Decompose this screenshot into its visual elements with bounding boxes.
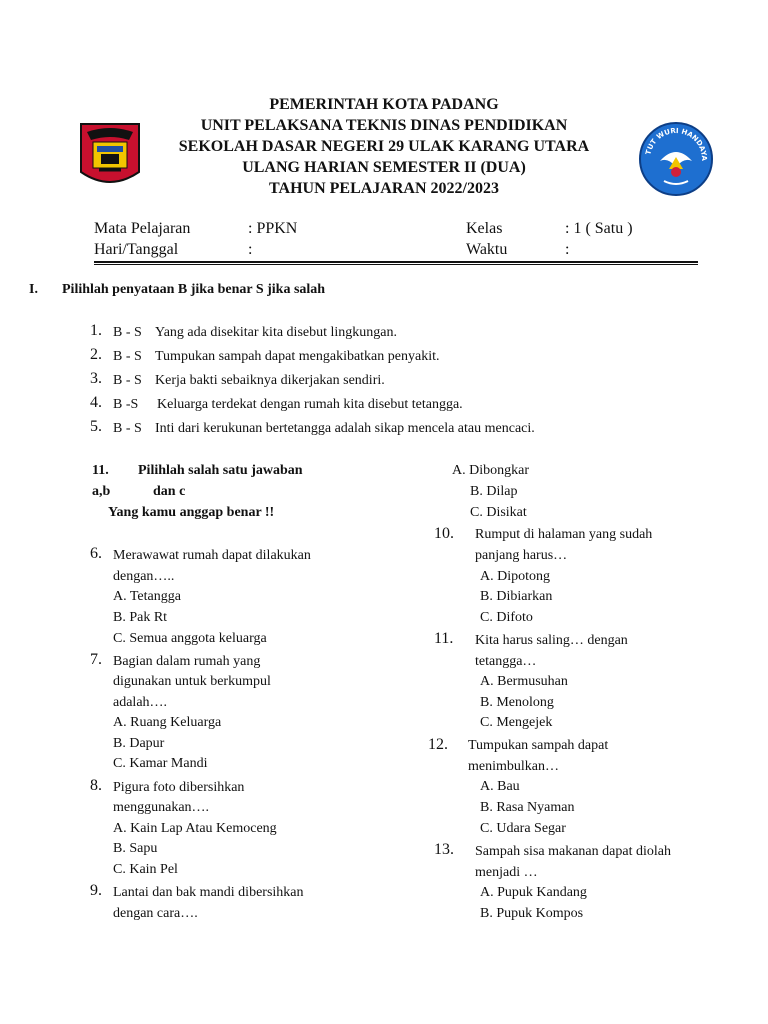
answer-option[interactable]: B. Pak Rt [113,610,168,625]
answer-option[interactable]: A. Bermusuhan [480,674,568,689]
question-number: 8. [90,777,102,794]
statement-text: Keluarga terdekat dengan rumah kita disebut tetangga. [157,397,463,412]
class-value: : 1 ( Satu ) [565,220,633,237]
answer-option[interactable]: B. Dibiarkan [480,589,553,604]
list-item-number: 5. [90,418,102,435]
section-2-instruction: Pilihlah salah satu jawaban [138,463,303,478]
day-label: Hari/Tanggal [94,241,179,258]
question-text: Rumput di halaman yang sudah [475,527,653,542]
question-text: menggunakan…. [113,800,210,815]
subject-label: Mata Pelajaran [94,220,191,237]
question-text: Merawawat rumah dapat dilakukan [113,548,311,563]
question-number: 10. [434,525,454,542]
answer-option[interactable]: B. Pupuk Kompos [480,906,584,921]
answer-option[interactable]: A. Dibongkar [452,463,529,478]
answer-option[interactable]: B. Rasa Nyaman [480,800,575,815]
tut-wuri-handayani-logo-icon [638,121,714,197]
question-number: 13. [434,841,454,858]
answer-option[interactable]: C. Disikat [470,505,527,520]
header-divider-thin [94,264,698,265]
question-text: dengan….. [113,569,175,584]
answer-option[interactable]: A. Pupuk Kandang [480,885,587,900]
question-text: digunakan untuk berkumpul [113,674,271,689]
answer-option[interactable]: A. Ruang Keluarga [113,715,222,730]
question-text: menimbulkan… [468,759,559,774]
statement-text: Yang ada disekitar kita disebut lingkungan. [155,325,397,340]
bs-option[interactable]: B - S [113,325,142,340]
bs-option[interactable]: B - S [113,349,142,364]
svg-text:TUT WURI HANDAYANI: TUT WURI HANDAYA [644,126,709,162]
section-1-number: I. [29,282,38,297]
list-item-number: 2. [90,346,102,363]
header-divider [94,261,698,263]
header-line-5: TAHUN PELAJARAN 2022/2023 [269,180,499,197]
question-number: 11. [434,630,454,647]
answer-option[interactable]: B. Dapur [113,736,165,751]
question-number: 9. [90,882,102,899]
answer-option[interactable]: B. Sapu [113,841,158,856]
question-text: menjadi … [475,865,538,880]
question-text: Kita harus saling… dengan [475,633,628,648]
question-text: Bagian dalam rumah yang [113,654,261,669]
question-text: dengan cara…. [113,906,198,921]
question-text: panjang harus… [475,548,568,563]
time-value: : [565,241,570,258]
header-line-2: UNIT PELAKSANA TEKNIS DINAS PENDIDIKAN [200,117,568,134]
question-text: Sampah sisa makanan dapat diolah [475,844,671,859]
day-value: : [248,241,253,258]
question-text: adalah…. [113,695,168,710]
section-2-options-abc: a,b [92,484,111,499]
question-number: 12. [428,736,448,753]
header-line-3: SEKOLAH DASAR NEGERI 29 ULAK KARANG UTARA [178,138,590,155]
answer-option[interactable]: C. Udara Segar [480,821,566,836]
section-1-instruction: Pilihlah penyataan B jika benar S jika salah [62,282,326,297]
answer-option[interactable]: B. Menolong [480,695,554,710]
list-item-number: 1. [90,322,102,339]
question-text: tetangga… [475,654,537,669]
class-label: Kelas [466,220,503,237]
section-2-number: 11. [92,463,109,478]
question-text: Pigura foto dibersihkan [113,780,245,795]
answer-option[interactable]: A. Dipotong [480,569,550,584]
answer-option[interactable]: C. Semua anggota keluarga [113,631,267,646]
list-item-number: 4. [90,394,102,411]
question-number: 6. [90,545,102,562]
header-line-4: ULANG HARIAN SEMESTER II (DUA) [242,159,526,176]
answer-option[interactable]: A. Tetangga [113,589,181,604]
bs-option[interactable]: B - S [113,421,142,436]
statement-text: Inti dari kerukunan bertetangga adalah sikap mencela atau mencaci. [155,421,535,436]
answer-option[interactable]: B. Dilap [470,484,518,499]
answer-option[interactable]: A. Bau [480,779,520,794]
answer-option[interactable]: C. Kamar Mandi [113,756,208,771]
question-number: 7. [90,651,102,668]
answer-option[interactable]: C. Difoto [480,610,533,625]
padang-emblem-icon [79,122,141,190]
bs-option[interactable]: B -S [113,397,139,412]
section-2-options-c: dan c [153,484,186,499]
statement-text: Kerja bakti sebaiknya dikerjakan sendiri. [155,373,385,388]
time-label: Waktu [466,241,508,258]
question-text: Tumpukan sampah dapat [468,738,609,753]
bs-option[interactable]: B - S [113,373,142,388]
answer-option[interactable]: A. Kain Lap Atau Kemoceng [113,821,277,836]
section-2-instruction-3: Yang kamu anggap benar !! [108,505,275,520]
subject-value: : PPKN [248,220,298,237]
answer-option[interactable]: C. Mengejek [480,715,553,730]
header-line-1: PEMERINTAH KOTA PADANG [269,96,499,113]
statement-text: Tumpukan sampah dapat mengakibatkan penyakit. [155,349,440,364]
list-item-number: 3. [90,370,102,387]
question-text: Lantai dan bak mandi dibersihkan [113,885,304,900]
answer-option[interactable]: C. Kain Pel [113,862,178,877]
